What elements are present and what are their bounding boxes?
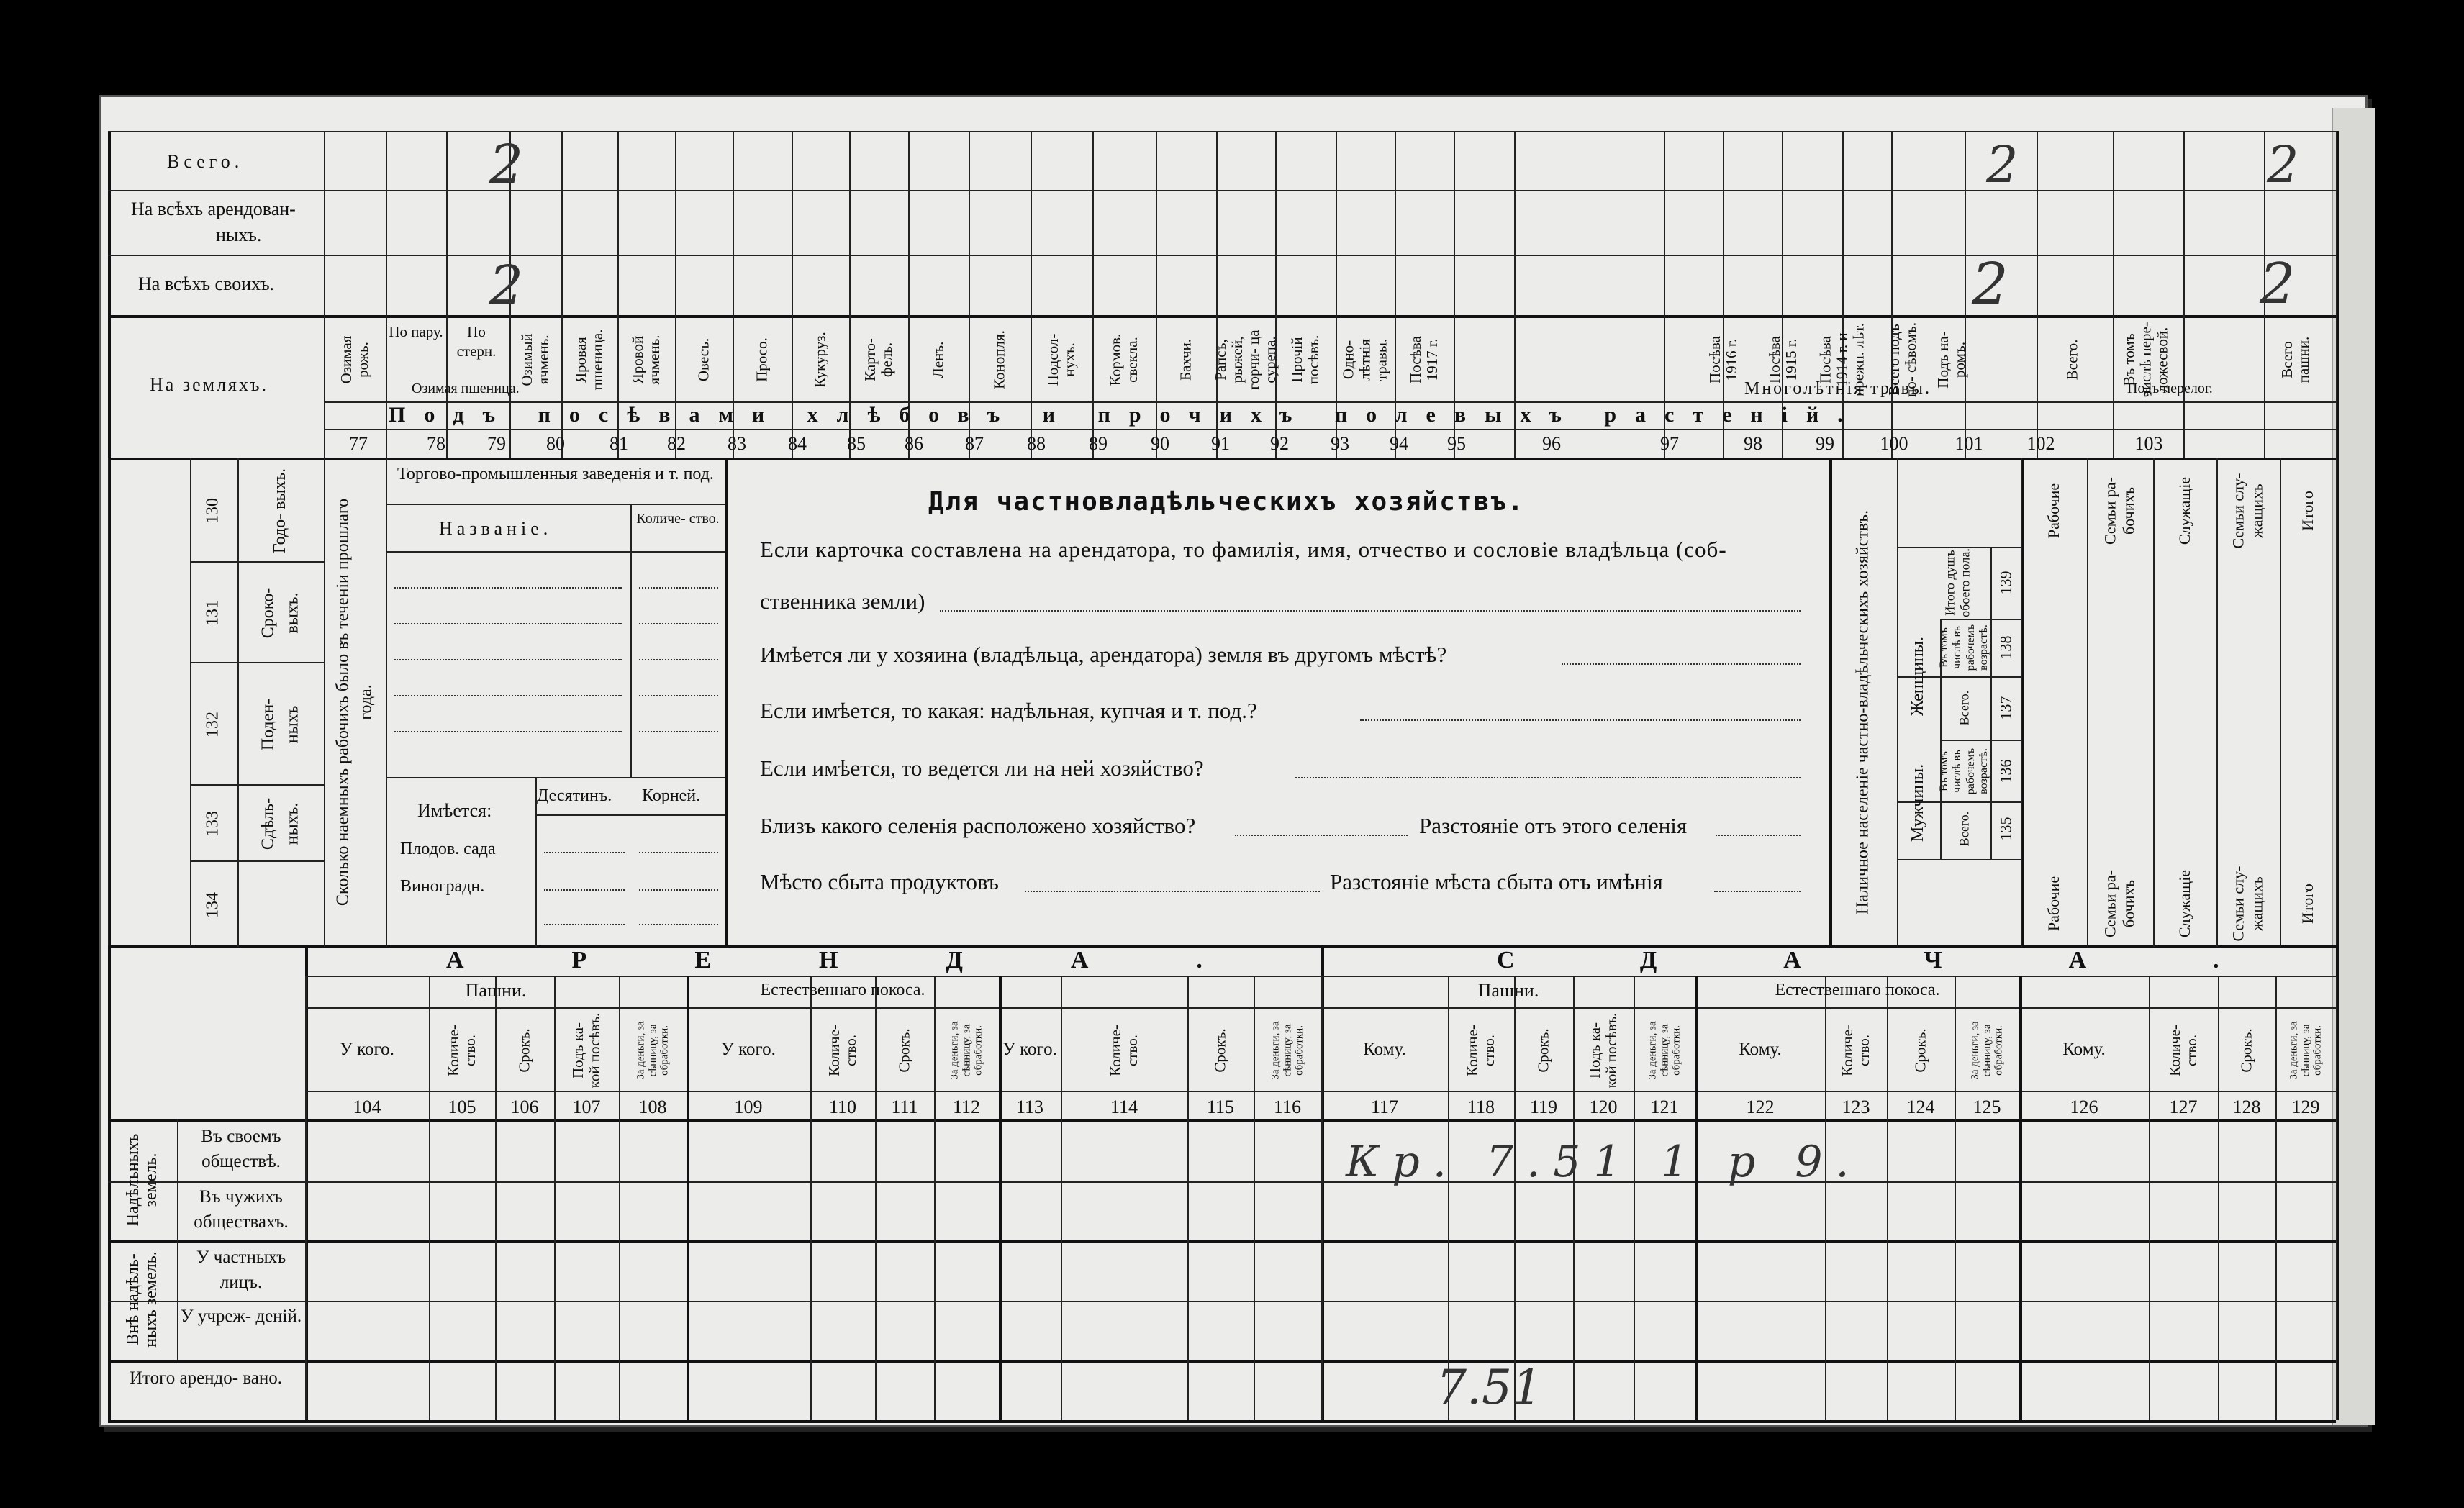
hired-header-3: Сдѣль- ныхъ. [258, 797, 302, 850]
col-num-80: 80 [546, 433, 565, 454]
pop-col-0-top: Рабочие [2044, 483, 2062, 539]
census-card [99, 95, 2368, 1427]
bt-2-who: У кого. [1002, 1040, 1057, 1059]
bt-3-srok: Срокъ. [1534, 1028, 1552, 1073]
row-svoem: Въ своемъ обществѣ. [201, 1127, 281, 1171]
crop-header-4: Озимый ячмень. [517, 333, 552, 386]
bt-0-who: У кого. [340, 1040, 394, 1059]
row-label-arendovannykh-2: ныхъ. [216, 224, 262, 245]
col-num-103: 103 [2134, 433, 2163, 454]
pop-col-1-bot: Семьи ра- бочихъ [2101, 869, 2138, 938]
bt-1-who: У кого. [721, 1040, 776, 1059]
bt-num-1-0: 109 [734, 1096, 763, 1117]
hired-header-0: Годо- выхъ. [271, 468, 290, 554]
bt-0-srok: Срокъ. [515, 1028, 533, 1073]
crop-header-23: Всего подъ по- сѣвомъ. [1885, 322, 1919, 397]
col-num-102: 102 [2026, 433, 2055, 454]
hw-svoikh-99: 2 [1972, 250, 2008, 317]
crop-header-5: Яровая пшеница. [571, 329, 606, 391]
arenda-pokos: Естественнаго покоса. [760, 981, 925, 999]
bt-num-2-2: 115 [1206, 1096, 1235, 1117]
bt-num-4-1: 123 [1842, 1096, 1870, 1117]
hw-total: 7.51 [1436, 1360, 1542, 1415]
bt-num-5-1: 127 [2169, 1096, 2198, 1117]
hired-num-133: 133 [203, 811, 222, 837]
hw-vsego-78: 2 [489, 134, 524, 196]
winter-wheat-group: Озимая пшеница. [412, 381, 520, 396]
crop-header-8: Просо. [753, 337, 771, 382]
bt-2-srok: Срокъ. [1211, 1028, 1229, 1073]
bt-num-3-4: 121 [1650, 1096, 1679, 1117]
bt-num-5-0: 126 [2070, 1096, 2098, 1117]
private-q5a: Близъ какого селенія расположено хозяйство? [760, 813, 1196, 838]
col-num-98: 98 [1744, 433, 1762, 454]
crop-header-21: Посѣва 1915 г. [1765, 336, 1800, 383]
trade-name-col: Названіе. [439, 518, 553, 539]
row-itogo: Итого арендо- вано. [129, 1368, 283, 1388]
bt-num-1-2: 111 [891, 1096, 918, 1117]
pop-num-139: 139 [1996, 571, 2015, 595]
col-num-86: 86 [905, 433, 923, 454]
crop-header-13: Подсол- нухъ. [1043, 333, 1078, 386]
bt-num-0-1: 105 [448, 1096, 476, 1117]
pop-col-3-bot: Семьи слу- жащихъ [2229, 866, 2266, 942]
crop-header-22: Посѣва 1914 г. и прежн. лѣт. [1816, 322, 1867, 397]
bt-4-za_dengi: За деньги, за сѣнницу, за обработки. [1969, 1021, 2005, 1080]
population-side: Наличное населеніе частно-владѣльческихъ хозяйствъ. [1853, 509, 1872, 915]
col-num-78: 78 [427, 433, 445, 454]
pop-col-3-top: Семьи слу- жащихъ [2229, 473, 2266, 549]
pop-num-137: 137 [1996, 696, 2015, 720]
col-num-91: 91 [1211, 433, 1230, 454]
bt-3-kolichestvo: Количе- ство. [1463, 1025, 1498, 1076]
bt-num-2-1: 114 [1110, 1096, 1138, 1117]
crop-header-15: Бахчи. [1177, 339, 1195, 381]
bt-num-2-3: 116 [1273, 1096, 1302, 1117]
crop-header-14: Кормов. свекла. [1106, 333, 1141, 386]
orchards-orchard: Плодов. сада [400, 840, 496, 858]
crop-header-18: Одно- лѣтнія травы. [1339, 338, 1390, 381]
private-q1: Если карточка составлена на арендатора, то фамилія, имя, отчество и сословіе владѣльца (соб- [760, 537, 1727, 562]
bt-num-4-0: 122 [1746, 1096, 1775, 1117]
bt-num-4-2: 124 [1906, 1096, 1935, 1117]
crop-header-6: Яровой ячмень. [628, 335, 663, 385]
crop-header-26: Въ томъ числѣ пере- ложесвой. [2120, 322, 2171, 398]
hired-num-130: 130 [203, 498, 222, 524]
bt-num-5-2: 128 [2232, 1096, 2261, 1117]
crop-header-20: Посѣва 1916 г. [1706, 336, 1740, 383]
bt-2-za_dengi: За деньги, за сѣнницу, за обработки. [1269, 1021, 1305, 1080]
hired-header-1: Сроко- выхъ. [258, 587, 302, 639]
row-label-vsego: Всего. [167, 151, 244, 172]
bt-num-4-3: 125 [1972, 1096, 2001, 1117]
private-q6b: Разстояніе мѣста сбыта отъ имѣнія [1330, 869, 1663, 894]
pop-col-0-bot: Рабочие [2044, 876, 2062, 932]
private-title: Для частновладѣльческихъ хозяйствъ. [928, 487, 1525, 517]
pop-col-2-bot: Служащіе [2175, 869, 2193, 938]
private-q4: Если имѣется, то ведется ли на ней хозяйство? [760, 755, 1204, 781]
row-group-nadel: Надѣльныхъ земель. [123, 1133, 160, 1227]
pop-men-working: Въ томъ числѣ въ рабочемъ возрастѣ. [1938, 748, 1990, 795]
col-num-85: 85 [847, 433, 866, 454]
bt-num-2-0: 113 [1015, 1096, 1044, 1117]
row-label-arendovannykh: На всѣхъ арендован- [131, 199, 296, 219]
col-num-77: 77 [349, 433, 368, 454]
hired-num-132: 132 [203, 712, 222, 737]
sdacha-pashni: Пашни. [1477, 980, 1539, 1001]
orchards-vineyard: Виноградн. [400, 877, 485, 896]
col-num-87: 87 [965, 433, 984, 454]
sdacha-pokos: Естественнаго покоса. [1775, 981, 1940, 999]
orchards-roots: Корней. [642, 786, 701, 805]
col-num-79: 79 [487, 433, 506, 454]
trade-qty-col: Количе- ство. [636, 511, 720, 527]
bt-5-srok: Срокъ. [2237, 1028, 2255, 1073]
bt-num-3-3: 120 [1589, 1096, 1618, 1117]
row-label-svoikh: На всѣхъ своихъ. [138, 273, 275, 294]
bt-num-3-0: 117 [1370, 1096, 1399, 1117]
bt-5-who: Кому. [2062, 1040, 2106, 1059]
crop-header-1: По пару. [389, 323, 443, 340]
bt-num-3-1: 118 [1467, 1096, 1495, 1117]
col-num-90: 90 [1151, 433, 1169, 454]
col-num-99: 99 [1816, 433, 1834, 454]
col-num-93: 93 [1331, 433, 1349, 454]
crop-header-2: По стерн. [456, 323, 497, 360]
bt-0-za_dengi: За деньги, за сѣнницу, за обработки. [635, 1021, 671, 1080]
row-label-na-zemlyakh: На земляхъ. [150, 374, 268, 395]
pop-men: Мужчины. [1908, 763, 1928, 842]
bt-0-pod_posev: Подъ ка- кой посѣвъ. [569, 1012, 603, 1089]
col-num-97: 97 [1660, 433, 1679, 454]
hired-num-131: 131 [203, 600, 222, 626]
col-num-88: 88 [1027, 433, 1046, 454]
col-num-94: 94 [1390, 433, 1408, 454]
col-num-89: 89 [1089, 433, 1108, 454]
bt-num-0-0: 104 [353, 1096, 381, 1117]
hw-vsego-99: 2 [1986, 135, 2019, 194]
pop-num-138: 138 [1996, 635, 2015, 660]
row-group-vne: Внѣ надѣль- ныхъ земель. [123, 1251, 160, 1348]
crop-header-9: Кукуруз. [811, 332, 829, 388]
bt-num-0-4: 108 [638, 1096, 667, 1117]
pop-total-both: Итого душъ обоего пола. [1942, 548, 1972, 617]
crop-header-17: Прочій посѣвъ. [1287, 335, 1322, 385]
trade-title: Торгово-промышленныя заведенія и т. под. [397, 465, 714, 483]
arenda-banner: АРЕНДА. [446, 947, 1310, 973]
bt-3-za_dengi: За деньги, за сѣнницу, за обработки. [1647, 1021, 1682, 1080]
bt-2-kolichestvo: Количе- ство. [1106, 1025, 1141, 1076]
bt-4-srok: Срокъ. [1911, 1028, 1929, 1073]
pop-women-total: Всего. [1957, 690, 1972, 726]
fallow-group: Подъ перелог. [2127, 381, 2213, 396]
bt-num-0-3: 107 [572, 1096, 601, 1117]
pop-women-working: Въ томъ числѣ въ рабочемъ возрастѣ. [1938, 624, 1990, 671]
col-num-84: 84 [788, 433, 807, 454]
row-chastnykh: У частныхъ лицъ. [196, 1248, 286, 1292]
pop-women: Женщины. [1908, 636, 1928, 717]
arenda-pashni: Пашни. [465, 980, 527, 1001]
bt-num-5-3: 129 [2291, 1096, 2320, 1117]
crop-header-7: Овесъ. [694, 337, 712, 382]
pop-col-2-top: Служащіе [2175, 476, 2193, 545]
bt-3-who: Кому. [1363, 1040, 1406, 1059]
pop-col-4-top: Итого [2298, 491, 2316, 531]
col-num-95: 95 [1447, 433, 1466, 454]
pop-col-4-bot: Итого [2298, 884, 2316, 924]
crop-header-25: Всего. [2063, 339, 2081, 381]
crop-header-11: Ленъ. [929, 341, 947, 378]
crop-header-16: Рапсъ, рыжей, горчи- ца сурепа. [1211, 330, 1279, 390]
pop-men-total: Всего. [1957, 811, 1972, 847]
col-num-92: 92 [1270, 433, 1289, 454]
bt-num-0-2: 106 [510, 1096, 539, 1117]
col-num-101: 101 [1955, 433, 1983, 454]
crop-header-19: Посѣва 1917 г. [1406, 336, 1441, 383]
bt-num-1-3: 112 [952, 1096, 981, 1117]
private-q2: Имѣется ли у хозяина (владѣльца, арендатора) земля въ другомъ мѣстѣ? [760, 642, 1447, 667]
col-num-82: 82 [667, 433, 686, 454]
orchards-available: Имѣется: [417, 800, 492, 821]
crop-header-10: Карто- фель. [861, 338, 895, 381]
bt-5-kolichestvo: Количе- ство. [2165, 1025, 2200, 1076]
pop-col-1-top: Семьи ра- бочихъ [2101, 476, 2138, 545]
private-q3: Если имѣется, то какая: надѣльная, купчая и т. под.? [760, 698, 1257, 723]
private-q5b: Разстояніе отъ этого селенія [1419, 813, 1688, 838]
bt-0-kolichestvo: Количе- ство. [444, 1025, 479, 1076]
bt-num-1-1: 110 [828, 1096, 857, 1117]
bt-3-pod_posev: Подъ ка- кой посѣвъ. [1585, 1012, 1620, 1089]
col-num-100: 100 [1880, 433, 1908, 454]
hired-side-label: Сколько наемныхъ рабочихъ было въ теченіи прошлаго года. [333, 498, 376, 907]
pop-num-135: 135 [1996, 817, 2015, 841]
bt-1-srok: Срокъ. [895, 1028, 913, 1073]
pop-num-136: 136 [1996, 759, 2015, 783]
sdacha-banner: СДАЧА. [1497, 947, 2346, 973]
orchards-desyatin: Десятинъ. [537, 786, 612, 805]
bt-4-who: Кому. [1739, 1040, 1782, 1059]
perennial-group: Многолѣтнія травы. [1744, 379, 1932, 398]
hired-num-134: 134 [203, 892, 222, 918]
hw-svoikh-78: 2 [489, 255, 524, 317]
bt-num-3-2: 119 [1529, 1096, 1558, 1117]
bt-1-za_dengi: За деньги, за сѣнницу, за обработки. [948, 1021, 984, 1080]
private-q1b: ственника земли) [760, 589, 925, 614]
private-q6a: Мѣсто сбыта продуктовъ [760, 869, 999, 894]
col-num-81: 81 [610, 433, 628, 454]
crops-banner: Подъ посѣвами хлѣбовъ и прочихъ полевыхъ растеній. [389, 403, 1862, 427]
crop-header-27: Всего пашни. [2278, 336, 2312, 383]
hw-row1: Кр. 7.51 1 р 9. [1346, 1137, 1862, 1187]
bt-5-za_dengi: За деньги, за сѣнницу, за обработки. [2288, 1021, 2324, 1080]
crop-header-12: Конопля. [990, 330, 1008, 389]
bt-4-kolichestvo: Количе- ство. [1838, 1025, 1872, 1076]
hired-header-2: Поден- ныхъ [258, 698, 302, 751]
bt-1-kolichestvo: Количе- ство. [825, 1025, 859, 1076]
crop-header-0: Озимая рожь. [337, 335, 371, 384]
hw-vsego-103: 2 [2267, 135, 2299, 194]
row-uchrezhdeniy: У учреж- деній. [180, 1307, 302, 1326]
crop-header-24: Подъ на- ромъ. [1934, 331, 1968, 389]
col-num-96: 96 [1542, 433, 1561, 454]
col-num-83: 83 [728, 433, 746, 454]
hw-svoikh-103: 2 [2260, 252, 2296, 317]
row-chuzhikh: Въ чужихъ обществахъ. [194, 1187, 289, 1232]
